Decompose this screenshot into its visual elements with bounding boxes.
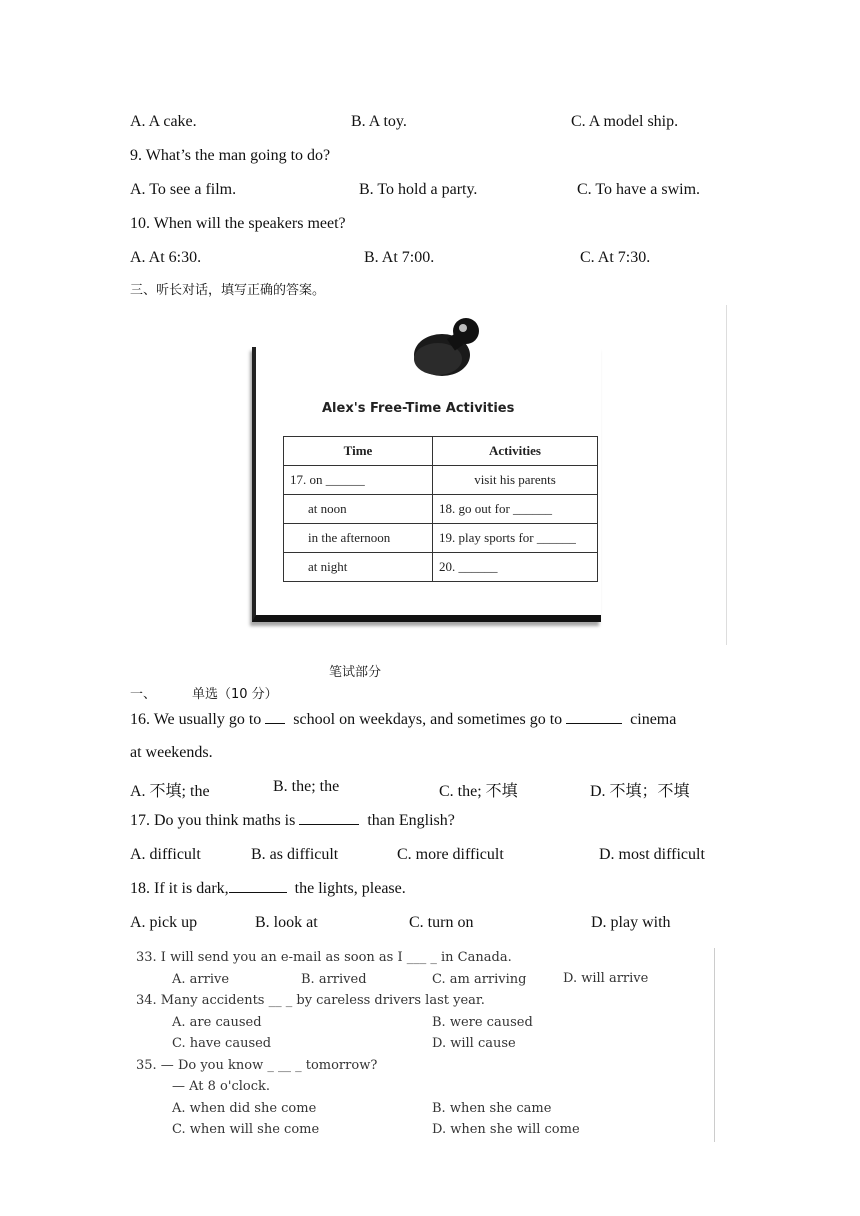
- q16-question-line1: [130, 711, 676, 729]
- table-cell: in the afternoon: [284, 524, 433, 553]
- q8-option-c: C. A model ship.: [571, 113, 679, 130]
- table-row: [284, 553, 598, 582]
- q18-question: [130, 880, 406, 898]
- table-row: [284, 495, 598, 524]
- q34-option-b: B. were caused: [432, 1015, 533, 1030]
- table-cell: 17. on ______: [284, 466, 433, 495]
- q16-option-c: C. the; 不填: [439, 783, 518, 800]
- q18-option-a: A. pick up: [130, 914, 198, 931]
- q9-option-c: C. To have a swim.: [577, 181, 701, 198]
- q17-text-2: than English?: [367, 812, 455, 829]
- q16-option-a: A. 不填; the: [130, 783, 210, 800]
- section1-heading: 单选（10 分）: [192, 687, 278, 702]
- q18-option-d: D. play with: [591, 914, 671, 931]
- q35-option-c: C. when will she come: [172, 1122, 320, 1137]
- table-cell: at night: [284, 553, 433, 582]
- q16-blank-2: [566, 722, 622, 724]
- q18-option-c: C. turn on: [409, 914, 474, 931]
- q17-option-a: A. difficult: [130, 846, 201, 863]
- q10-option-b: B. At 7:00.: [364, 249, 435, 266]
- table-row: [284, 524, 598, 553]
- q16-blank-1: [265, 722, 285, 724]
- table-cell: visit his parents: [433, 466, 598, 495]
- q17-blank: [299, 823, 359, 825]
- q17-option-b: B. as difficult: [251, 846, 339, 863]
- q34-question: 34. Many accidents __ _ by careless drivers last year.: [136, 993, 485, 1008]
- written-part-heading: 笔试部分: [329, 665, 382, 680]
- q16-option-d: D. 不填；不填: [590, 783, 690, 800]
- q16-text-3: cinema: [630, 711, 677, 728]
- table-cell: at noon: [284, 495, 433, 524]
- q35-option-b: B. when she came: [432, 1101, 552, 1116]
- pushpin-icon: [408, 311, 488, 383]
- q18-text-1: 18. If it is dark,: [130, 880, 229, 897]
- q17-text-1: 17. Do you think maths is: [130, 812, 296, 829]
- q9-question: 9. What’s the man going to do?: [130, 147, 331, 164]
- q18-text-2: the lights, please.: [294, 880, 406, 897]
- q17-option-d: D. most difficult: [599, 846, 705, 863]
- worksheet-image: [238, 305, 728, 645]
- section1-number: 一、: [130, 687, 157, 702]
- q10-option-c: C. At 7:30.: [580, 249, 651, 266]
- q8-option-a: A. A cake.: [130, 113, 197, 130]
- activities-table: [283, 436, 598, 582]
- q34-option-d: D. will cause: [432, 1036, 516, 1051]
- q33-option-a: A. arrive: [172, 972, 230, 987]
- q17-option-c: C. more difficult: [397, 846, 504, 863]
- q18-blank: [229, 891, 287, 893]
- q35-reply: — At 8 o'clock.: [172, 1079, 271, 1094]
- q34-option-a: A. are caused: [172, 1015, 262, 1030]
- header-time: Time: [284, 437, 433, 466]
- q16-option-b: B. the; the: [273, 778, 340, 795]
- header-activities: Activities: [433, 437, 598, 466]
- table-row: [284, 466, 598, 495]
- section3-heading: 三、听长对话，填写正确的答案。: [130, 283, 326, 298]
- q16-text-2: school on weekdays, and sometimes go to: [293, 711, 563, 728]
- q35-option-d: D. when she will come: [432, 1122, 580, 1137]
- q8-option-b: B. A toy.: [351, 113, 407, 130]
- scanned-questions-image: [128, 945, 716, 1143]
- q33-option-c: C. am arriving: [432, 972, 527, 987]
- q34-option-c: C. have caused: [172, 1036, 272, 1051]
- q16-text-1: 16. We usually go to: [130, 711, 262, 728]
- q33-option-d: D. will arrive: [563, 971, 649, 986]
- table-cell: 18. go out for ______: [433, 495, 598, 524]
- q10-option-a: A. At 6:30.: [130, 249, 202, 266]
- q35-question: 35. — Do you know _ __ _ tomorrow?: [136, 1058, 378, 1073]
- q9-option-a: A. To see a film.: [130, 181, 237, 198]
- table-header-row: [284, 437, 598, 466]
- q18-option-b: B. look at: [255, 914, 318, 931]
- table-cell: 19. play sports for ______: [433, 524, 598, 553]
- q9-option-b: B. To hold a party.: [359, 181, 478, 198]
- q33-question: 33. I will send you an e-mail as soon as I ___ _ in Canada.: [136, 950, 512, 965]
- q16-question-line2: at weekends.: [130, 744, 213, 761]
- q17-question: [130, 812, 455, 830]
- q10-question: 10. When will the speakers meet?: [130, 215, 346, 232]
- q35-option-a: A. when did she come: [172, 1101, 317, 1116]
- q33-option-b: B. arrived: [301, 972, 367, 987]
- worksheet-title: Alex's Free-Time Activities: [322, 401, 515, 416]
- table-cell: 20. ______: [433, 553, 598, 582]
